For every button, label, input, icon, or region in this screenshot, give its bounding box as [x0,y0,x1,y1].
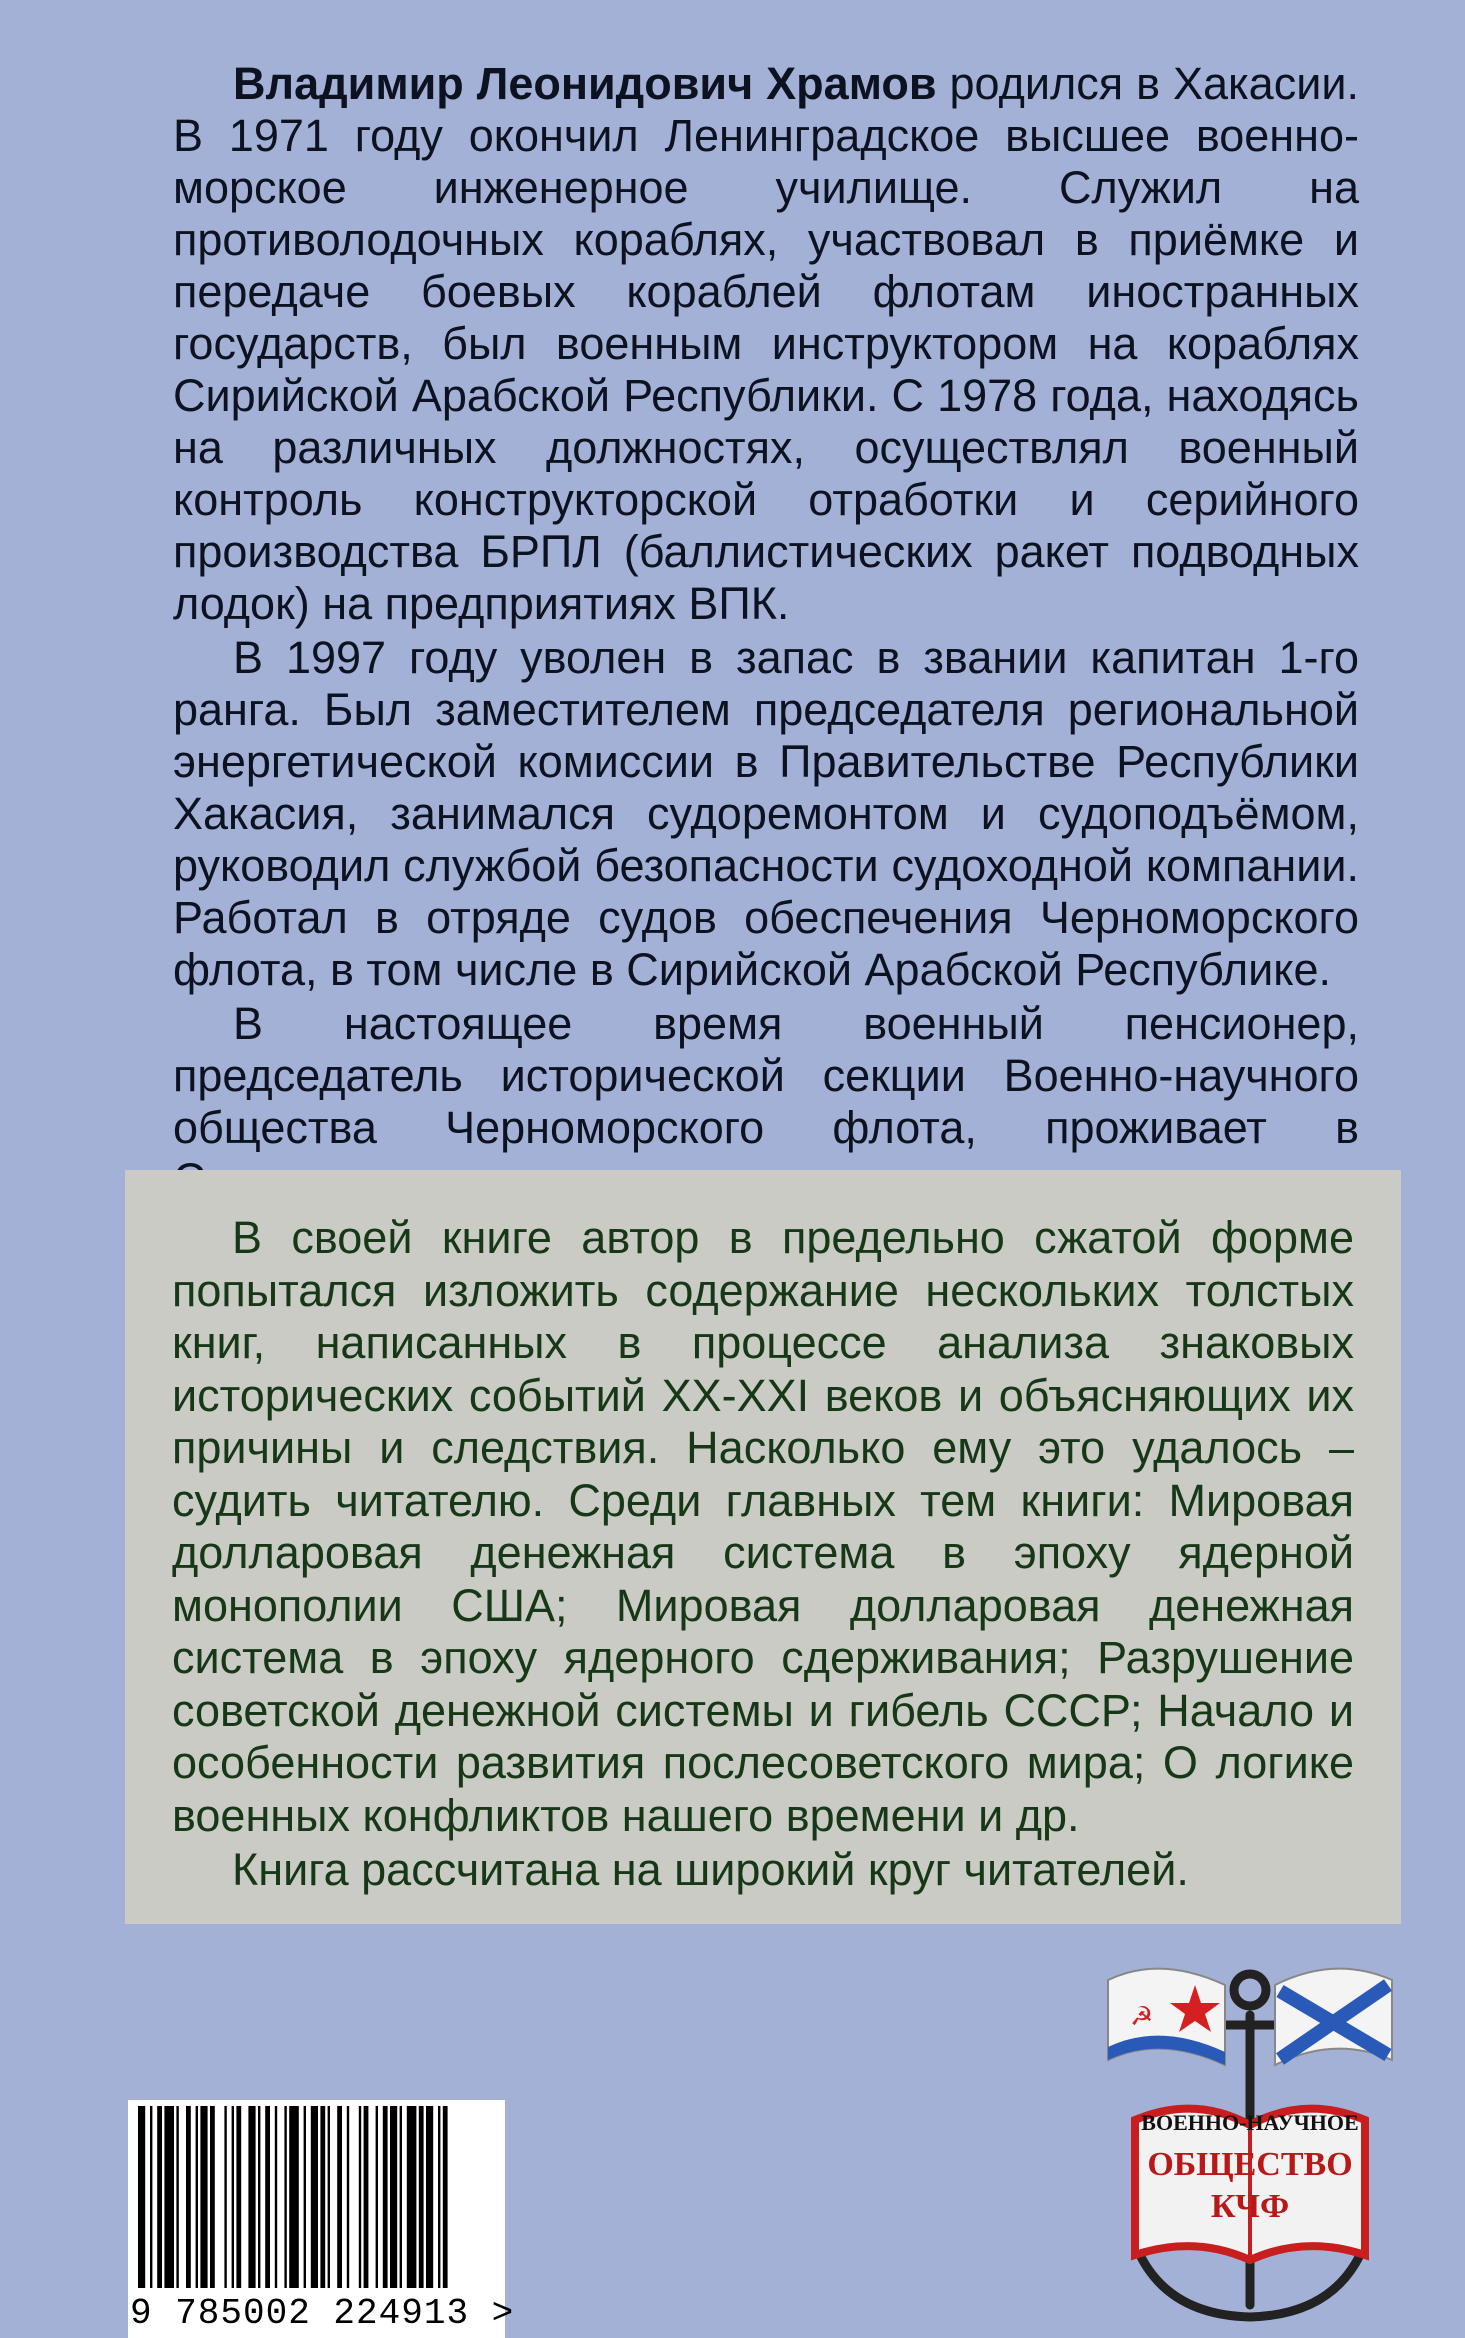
barcode-bar [236,2106,241,2288]
barcode-bar [224,2106,226,2288]
barcode-bar [376,2106,378,2288]
barcode-bar [138,2106,145,2288]
barcode-bar [383,2106,388,2288]
barcode-bar [275,2106,277,2288]
barcode-bar [320,2106,325,2288]
barcode-bar [311,2106,318,2288]
barcode-bar [150,2106,152,2288]
bio-paragraph-2: В 1997 году уволен в запас в звании капитан 1-го ранга. Был заместителем председателя региональной энергетической комиссии в Правительстве Республики Хакасия, занимался судоремонтом и судоподъёмом, руководил службой безопасности судоходной компании. Работал в отряде судов обеспечения Черноморского флота, в том числе в Сирийской Арабской Республике. [173,632,1359,995]
barcode-bar [347,2106,349,2288]
svg-text:☭: ☭ [1130,2002,1154,2032]
annotation-box [125,1170,1401,1924]
barcode-bar [337,2106,342,2288]
barcode-bar [359,2106,361,2288]
barcode-bar [258,2106,260,2288]
annotation-text [172,1212,1354,1897]
logo-text-line-3: КЧФ [1210,2188,1290,2225]
naval-flag-icon [1108,1969,1225,2065]
barcode-bar [284,2106,286,2288]
barcode-bar [289,2106,299,2288]
bio-paragraph-3: В настоящее время военный пенсионер, председатель исторической секции Военно-научного общества Черноморского флота, проживает в [173,998,1359,1153]
barcode-bar [390,2106,397,2288]
barcode-bar [186,2106,191,2288]
barcode-bar [443,2106,448,2288]
annotation-paragraph-2: Книга рассчитана на широкий круг читателей. [232,1844,1189,1895]
author-bio [173,58,1359,1206]
barcode-bars [136,2106,496,2288]
barcode-bar [419,2106,424,2288]
barcode-bar [438,2106,440,2288]
barcode-bar [210,2106,215,2288]
barcode-bar [400,2106,402,2288]
isbn-barcode [128,2100,515,2338]
barcode-bar [232,2106,234,2288]
logo-text-line-2: ОБЩЕСТВО [1147,2146,1353,2183]
barcode-bar [157,2106,162,2288]
barcode-bar [265,2106,270,2288]
barcode-bar [426,2106,433,2288]
logo-text-line-1: ВОЕННО-НАУЧНОЕ [1141,2110,1359,2135]
barcode-bar [196,2106,198,2288]
author-name: Владимир Леонидович Храмов [233,58,937,109]
society-logo [1100,1955,1400,2335]
bio-paragraph-1 [173,58,1359,630]
annotation-paragraph-1: В своей книге автор в предельно сжатой форме попытался изложить содержание нескольких толстых книг, написанных в процессе анализа знаковых исторических событий ХХ-ХXI веков и объясняющих их причины и следствия. Насколько ему это удалось – судить читателю. Среди главных тем книги: Мировая долларовая денежная система в эпоху ядерной монополии США; Мировая долларовая денежная система в эпоху ядерного сдерживания; Разрушение советской денежной системы и гибель СССР; Начало и особенности развития послесоветского мира; О логике военных конфликтов нашего времени и др. [172,1212,1354,1841]
barcode-bar [328,2106,330,2288]
barcode-bar [364,2106,369,2288]
barcode-bar [304,2106,306,2288]
barcode-bar [176,2106,178,2288]
barcode-bar [407,2106,417,2288]
st-andrew-flag-icon [1275,1969,1392,2065]
barcode-bar [164,2106,174,2288]
barcode-bar [200,2106,207,2288]
barcode-bar [248,2106,255,2288]
bio-paragraph-1-text: родился в Хакасии. В 1971 году окончил Ленинградское высшее военно-морское инженерное училище. Служил на противолодочных кораблях, участвовал в приёмке и передаче боевых кораблей флотам иностранных государств, был военным инструктором на кораблях Сирийской Арабской Республики. С 1978 года, находясь на различных должностях, осуществлял военный контроль конструкторской отработки и серийного производства БРПЛ (баллистических ракет подводных лодок) на предприятиях ВПК. [173,58,1359,629]
barcode-digits: 9 785002 224913 > [130,2293,515,2334]
